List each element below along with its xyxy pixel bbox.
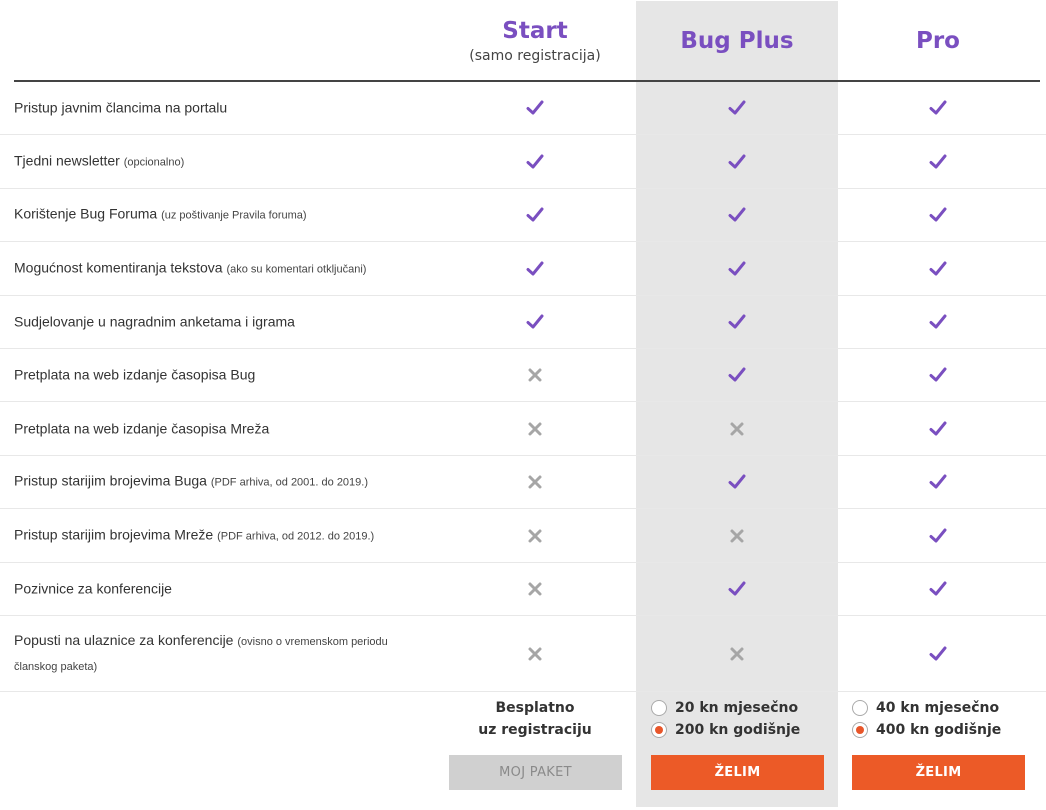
feature-note: (opcionalno) (123, 156, 185, 168)
feature-label (14, 97, 424, 120)
pro-monthly-option[interactable] (852, 697, 1001, 719)
check-icon-pro (918, 313, 958, 331)
feature-note: (PDF arhiva, od 2001. do 2019.) (210, 476, 369, 489)
check-icon-bug-plus (717, 366, 757, 384)
bug-plus-monthly-radio[interactable] (651, 700, 667, 716)
check-icon-start (515, 313, 555, 331)
cross-icon-bug-plus (717, 527, 757, 545)
cross-icon-start (515, 366, 555, 384)
check-icon-pro (918, 99, 958, 117)
check-icon-pro (918, 580, 958, 598)
feature-label-text: Mogućnost komentiranja tekstova (14, 259, 223, 275)
cross-icon-start (515, 527, 555, 545)
feature-row (0, 509, 1046, 563)
row-edge (0, 349, 14, 401)
check-icon-bug-plus (717, 260, 757, 278)
feature-label (14, 311, 424, 334)
feature-row (0, 349, 1046, 402)
row-edge (0, 296, 14, 348)
feature-row (0, 296, 1046, 349)
check-icon-bug-plus (717, 473, 757, 491)
row-edge (0, 616, 14, 691)
bug-plus-price-options (651, 697, 800, 741)
feature-row (0, 82, 1046, 135)
pro-yearly-radio[interactable] (852, 722, 868, 738)
feature-label-text: Pretplata na web izdanje časopisa Bug (14, 366, 256, 383)
feature-row (0, 402, 1046, 456)
check-icon-start (515, 153, 555, 171)
bug-plus-yearly-label[interactable]: 200 kn godišnje (675, 722, 801, 738)
feature-label (14, 417, 424, 440)
feature-row (0, 456, 1046, 509)
row-edge (0, 82, 14, 134)
bug-plus-monthly-option[interactable] (651, 697, 800, 719)
plan-name-bug-plus: Bug Plus (680, 28, 794, 54)
feature-label-text: Popusti na ulaznice za konferencije (14, 631, 234, 648)
moj-paket-button[interactable]: MOJ PAKET (449, 755, 622, 790)
start-price-line2: uz registraciju (478, 722, 592, 738)
check-icon-pro (918, 153, 958, 171)
feature-label-text: Pristup starijim brojevima Buga (14, 472, 207, 489)
check-icon-pro (918, 260, 958, 278)
row-edge (0, 509, 14, 562)
feature-label-text: Pristup starijim brojevima Mreže (14, 526, 214, 542)
pro-monthly-radio[interactable] (852, 700, 868, 716)
check-icon-pro (918, 527, 958, 545)
check-icon-pro (918, 645, 958, 663)
feature-label-text: Pozivnice za konferencije (14, 580, 172, 597)
feature-note: (ovisno o vremenskom periodu članskog paketa) (14, 635, 388, 673)
feature-table (0, 82, 1046, 692)
check-icon-bug-plus (717, 313, 757, 331)
plan-header-bug-plus (636, 27, 838, 55)
feature-label (14, 470, 424, 495)
pro-monthly-label[interactable]: 40 kn mjesečno (876, 700, 1000, 716)
plan-header-pro (838, 27, 1038, 55)
feature-label-text: Tjedni newsletter (14, 152, 120, 168)
row-edge (0, 189, 14, 241)
plan-header-start (435, 17, 635, 65)
feature-note: (uz poštivanje Pravila foruma) (161, 209, 307, 222)
feature-row (0, 189, 1046, 242)
plan-subtitle-start: (samo registracija) (469, 48, 601, 64)
feature-label-text: Pristup javnim člancima na portalu (14, 99, 228, 116)
check-icon-start (515, 206, 555, 224)
check-icon-pro (918, 420, 958, 438)
cross-icon-start (515, 420, 555, 438)
plan-name-pro: Pro (915, 28, 960, 54)
row-edge (0, 242, 14, 295)
feature-label (14, 203, 424, 228)
feature-row (0, 135, 1046, 189)
row-edge (0, 402, 14, 455)
feature-label-text: Pretplata na web izdanje časopisa Mreža (14, 420, 270, 436)
feature-label (14, 364, 424, 387)
feature-label (14, 629, 424, 679)
feature-row (0, 563, 1046, 616)
bug-plus-yearly-radio[interactable] (651, 722, 667, 738)
feature-label-text: Sudjelovanje u nagradnim anketama i igrama (14, 313, 295, 330)
cross-icon-start (515, 473, 555, 491)
feature-label (14, 523, 424, 548)
start-price-line1: Besplatno (495, 700, 575, 716)
bug-plus-monthly-label[interactable]: 20 kn mjesečno (675, 700, 799, 716)
feature-row (0, 616, 1046, 692)
check-icon-bug-plus (717, 153, 757, 171)
check-icon-pro (918, 206, 958, 224)
feature-label (14, 256, 424, 281)
pro-zelim-button[interactable]: ŽELIM (852, 755, 1025, 790)
feature-label-text: Korištenje Bug Foruma (14, 205, 158, 222)
cross-icon-bug-plus (717, 645, 757, 663)
bug-plus-zelim-button[interactable]: ŽELIM (651, 755, 824, 790)
check-icon-start (515, 99, 555, 117)
check-icon-pro (918, 473, 958, 491)
check-icon-pro (918, 366, 958, 384)
pro-price-options (852, 697, 1001, 741)
row-edge (0, 135, 14, 188)
start-price (435, 697, 635, 741)
plan-name-start: Start (502, 18, 568, 44)
pro-yearly-label[interactable]: 400 kn godišnje (876, 722, 1002, 738)
cross-icon-start (515, 645, 555, 663)
check-icon-bug-plus (717, 206, 757, 224)
check-icon-bug-plus (717, 580, 757, 598)
feature-note: (PDF arhiva, od 2012. do 2019.) (217, 530, 375, 542)
feature-label (14, 149, 424, 174)
row-edge (0, 456, 14, 508)
cross-icon-bug-plus (717, 420, 757, 438)
row-edge (0, 563, 14, 615)
cross-icon-start (515, 580, 555, 598)
feature-row (0, 242, 1046, 296)
bug-plus-yearly-option[interactable] (651, 719, 800, 741)
pro-yearly-option[interactable] (852, 719, 1001, 741)
check-icon-start (515, 260, 555, 278)
feature-note: (ako su komentari otključani) (226, 263, 367, 275)
check-icon-bug-plus (717, 99, 757, 117)
feature-label (14, 578, 424, 601)
